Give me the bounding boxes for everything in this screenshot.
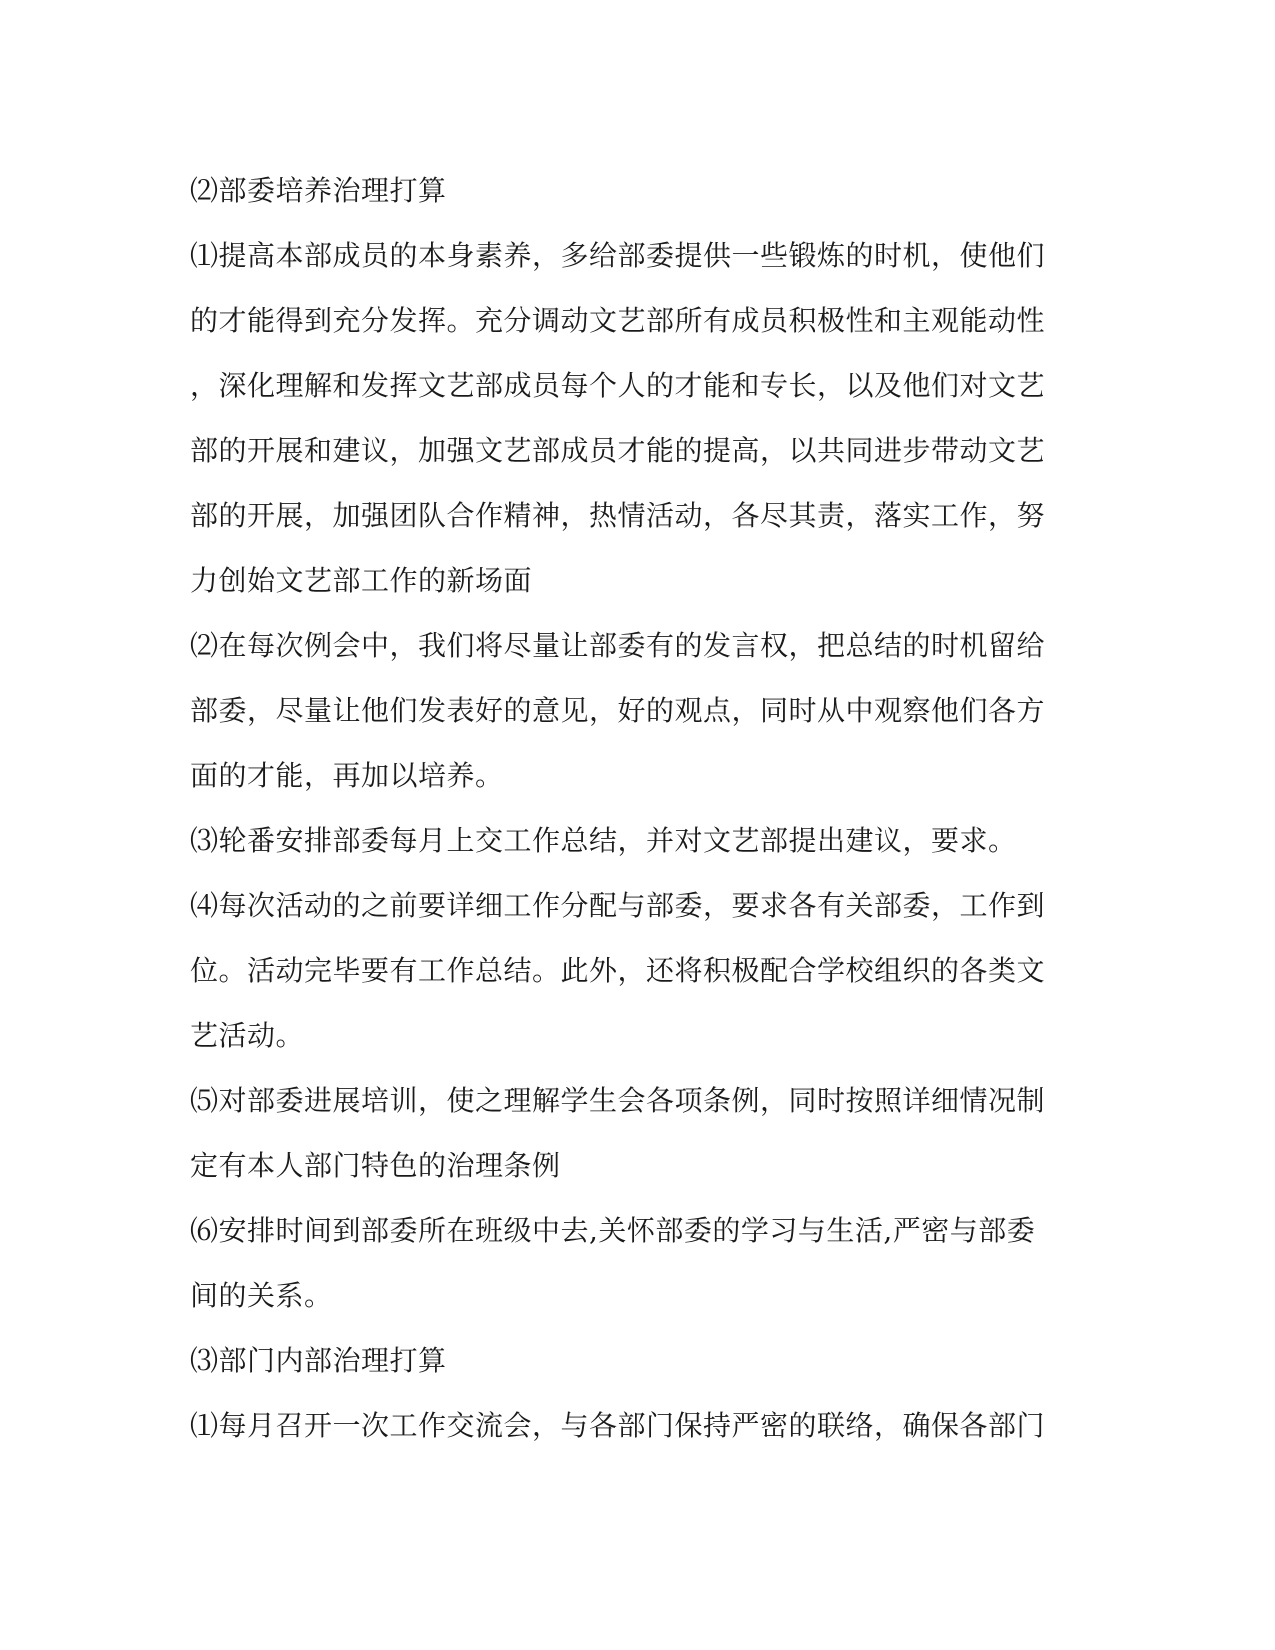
text-line: ⑶轮番安排部委每月上交工作总结，并对文艺部提出建议，要求。 <box>190 824 1017 857</box>
section-heading-committee-training: ⑵部委培养治理打算 <box>190 174 447 207</box>
text-line: 部委，尽量让他们发表好的意见，好的观点，同时从中观察他们各方 <box>190 694 1046 727</box>
text-line: 的才能得到充分发挥。充分调动文艺部所有成员积极性和主观能动性 <box>190 304 1046 337</box>
text-line: 位。活动完毕要有工作总结。此外，还将积极配合学校组织的各类文 <box>190 954 1046 987</box>
text-line: 力创始文艺部工作的新场面 <box>190 564 533 597</box>
text-line: 定有本人部门特色的治理条例 <box>190 1149 561 1182</box>
section-heading-internal-management: ⑶部门内部治理打算 <box>190 1344 447 1377</box>
document-body <box>190 158 1090 1458</box>
text-line: ⑴每月召开一次工作交流会，与各部门保持严密的联络，确保各部门 <box>190 1409 1046 1442</box>
text-line: ，深化理解和发挥文艺部成员每个人的才能和专长，以及他们对文艺 <box>190 369 1046 402</box>
text-line: ⑸对部委进展培训，使之理解学生会各项条例，同时按照详细情况制 <box>190 1084 1046 1117</box>
text-line: ⑴提高本部成员的本身素养，多给部委提供一些锻炼的时机，使他们 <box>190 239 1046 272</box>
text-line: 艺活动。 <box>190 1019 305 1052</box>
text-line: 间的关系。 <box>190 1279 333 1312</box>
text-line: ⑵在每次例会中，我们将尽量让部委有的发言权，把总结的时机留给 <box>190 629 1046 662</box>
text-line: 部的开展和建议，加强文艺部成员才能的提高，以共同进步带动文艺 <box>190 434 1046 467</box>
text-line: ⑷每次活动的之前要详细工作分配与部委，要求各有关部委，工作到 <box>190 889 1046 922</box>
text-line: 部的开展，加强团队合作精神，热情活动，各尽其责，落实工作，努 <box>190 499 1046 532</box>
text-line: ⑹安排时间到部委所在班级中去,关怀部委的学习与生活,严密与部委 <box>190 1214 1036 1247</box>
text-line: 面的才能，再加以培养。 <box>190 759 504 792</box>
